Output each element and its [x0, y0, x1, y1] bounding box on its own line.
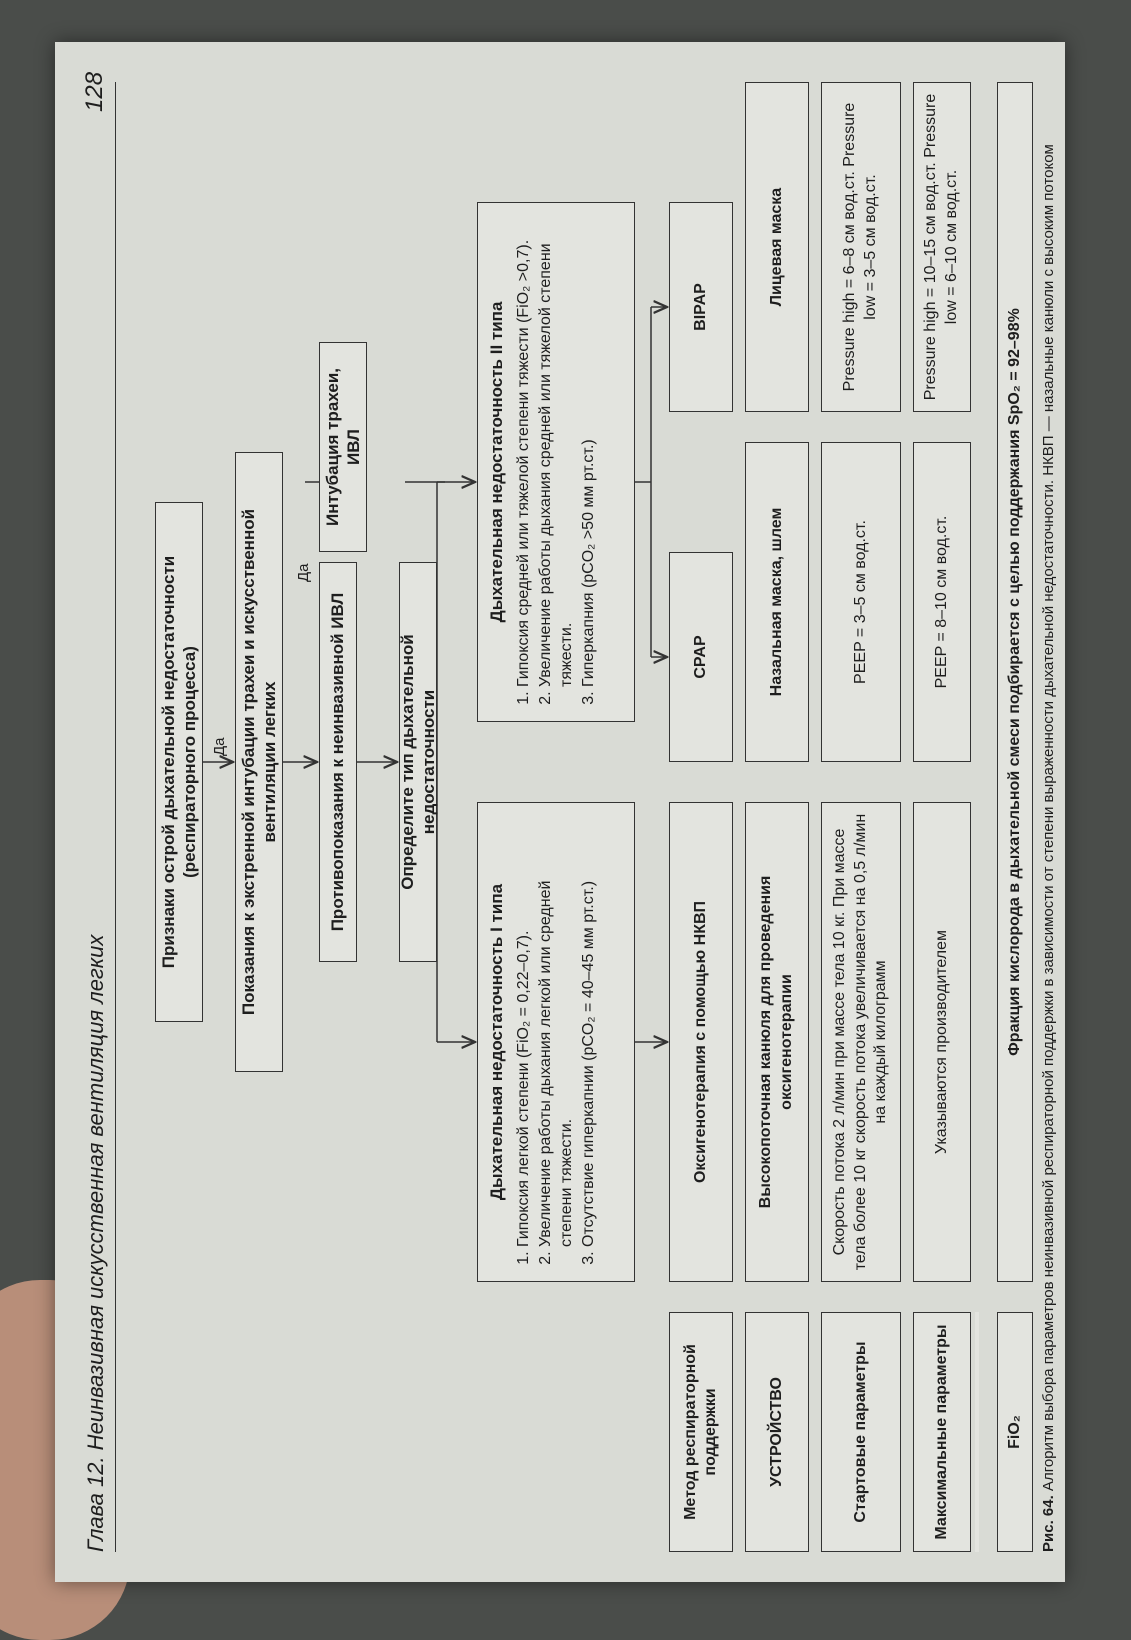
type2-title: Дыхательная недостаточность II типа: [487, 301, 506, 623]
type1-box: [477, 802, 635, 1282]
figure-caption: [997, 82, 1059, 1552]
start-hfnc: Скорость потока 2 л/мин при массе тела 10 кг. При массе тела более 10 кг скорость потока увеличивается на 0,5 л/мин на каждый килограмм: [821, 802, 901, 1282]
chapter-title: Глава 12. Неинвазивная искусственная вентиляция легких: [83, 934, 108, 1552]
caption-text: Алгоритм выбора параметров неинвазивной респираторной поддержки в зависимости от степени выраженности дыхательной недостаточности. НКВП — назальные канюли с высоким потоком: [1040, 144, 1057, 1492]
determine-type-box: Определите тип дыхательной недостаточности: [399, 562, 437, 962]
max-bipap: Pressure high = 10–15 см вод.ст. Pressure low = 6–10 см вод.ст.: [913, 82, 971, 412]
intubation-box: Интубация трахеи, ИВЛ: [319, 342, 367, 552]
max-cpap: PEEP = 8–10 см вод.ст.: [913, 442, 971, 762]
row-label-start: Стартовые параметры: [821, 1312, 901, 1552]
type2-item: 2. Увеличение работы дыхания средней или тяжелой степени тяжести.: [535, 217, 578, 687]
indications-box: Показания к экстренной интубации трахеи и искусственной вентиляции легких: [235, 452, 283, 1072]
rotated-page-content: [55, 42, 1065, 1582]
type2-item: 1. Гипоксия средней или тяжелой степени тяжести (FiO₂ >0,7).: [513, 217, 535, 687]
book-page: [55, 42, 1065, 1582]
type1-item: 2. Увеличение работы дыхания легкой или средней степени тяжести.: [535, 817, 578, 1247]
device-bipap: Лицевая маска: [745, 82, 809, 412]
type2-box: [477, 202, 635, 722]
spacer: [975, 1312, 979, 1552]
type1-title: Дыхательная недостаточность I типа: [487, 883, 506, 1201]
start-bipap: Pressure high = 6–8 см вод.ст. Pressure low = 3–5 см вод.ст.: [821, 82, 901, 412]
yes-label-1: Да: [211, 737, 228, 756]
type1-item: 3. Отсутствие гиперкапнии (pCO₂ = 40–45 мм рт.ст.): [578, 817, 600, 1247]
method-bipap: BIPAP: [669, 202, 733, 412]
method-hfnc: Оксигенотерапия с помощью НКВП: [669, 802, 733, 1282]
device-hfnc: Высокопоточная канюля для проведения оксигенотерапии: [745, 802, 809, 1282]
max-hfnc: Указываются производителем: [913, 802, 971, 1282]
caption-label: Рис. 64.: [1040, 1495, 1057, 1552]
row-label-device: УСТРОЙСТВО: [745, 1312, 809, 1552]
contraindications-box: Противопоказания к неинвазивной ИВЛ: [319, 562, 357, 962]
page-number: 128: [81, 71, 108, 112]
fio2-cell: Фракция кислорода в дыхательной смеси подбирается с целью поддержания SpO₂ = 92–98%: [997, 82, 1033, 1282]
yes-label-2: Да: [295, 563, 312, 582]
row-label-max: Максимальные параметры: [913, 1312, 971, 1552]
row-label-method: Метод респираторной поддержки: [669, 1312, 733, 1552]
row-label-fio2: FiO₂: [997, 1312, 1033, 1552]
method-cpap: CPAP: [669, 552, 733, 762]
signs-box: Признаки острой дыхательной недостаточности (респираторного процесса): [155, 502, 203, 1022]
type2-item: 3. Гиперкапния (pCO₂ >50 мм рт.ст.): [578, 217, 600, 687]
start-cpap: PEEP = 3–5 см вод.ст.: [821, 442, 901, 762]
device-cpap: Назальная маска, шлем: [745, 442, 809, 762]
type1-item: 1. Гипоксия легкой степени (FiO₂ = 0,22–0,7).: [513, 817, 535, 1247]
